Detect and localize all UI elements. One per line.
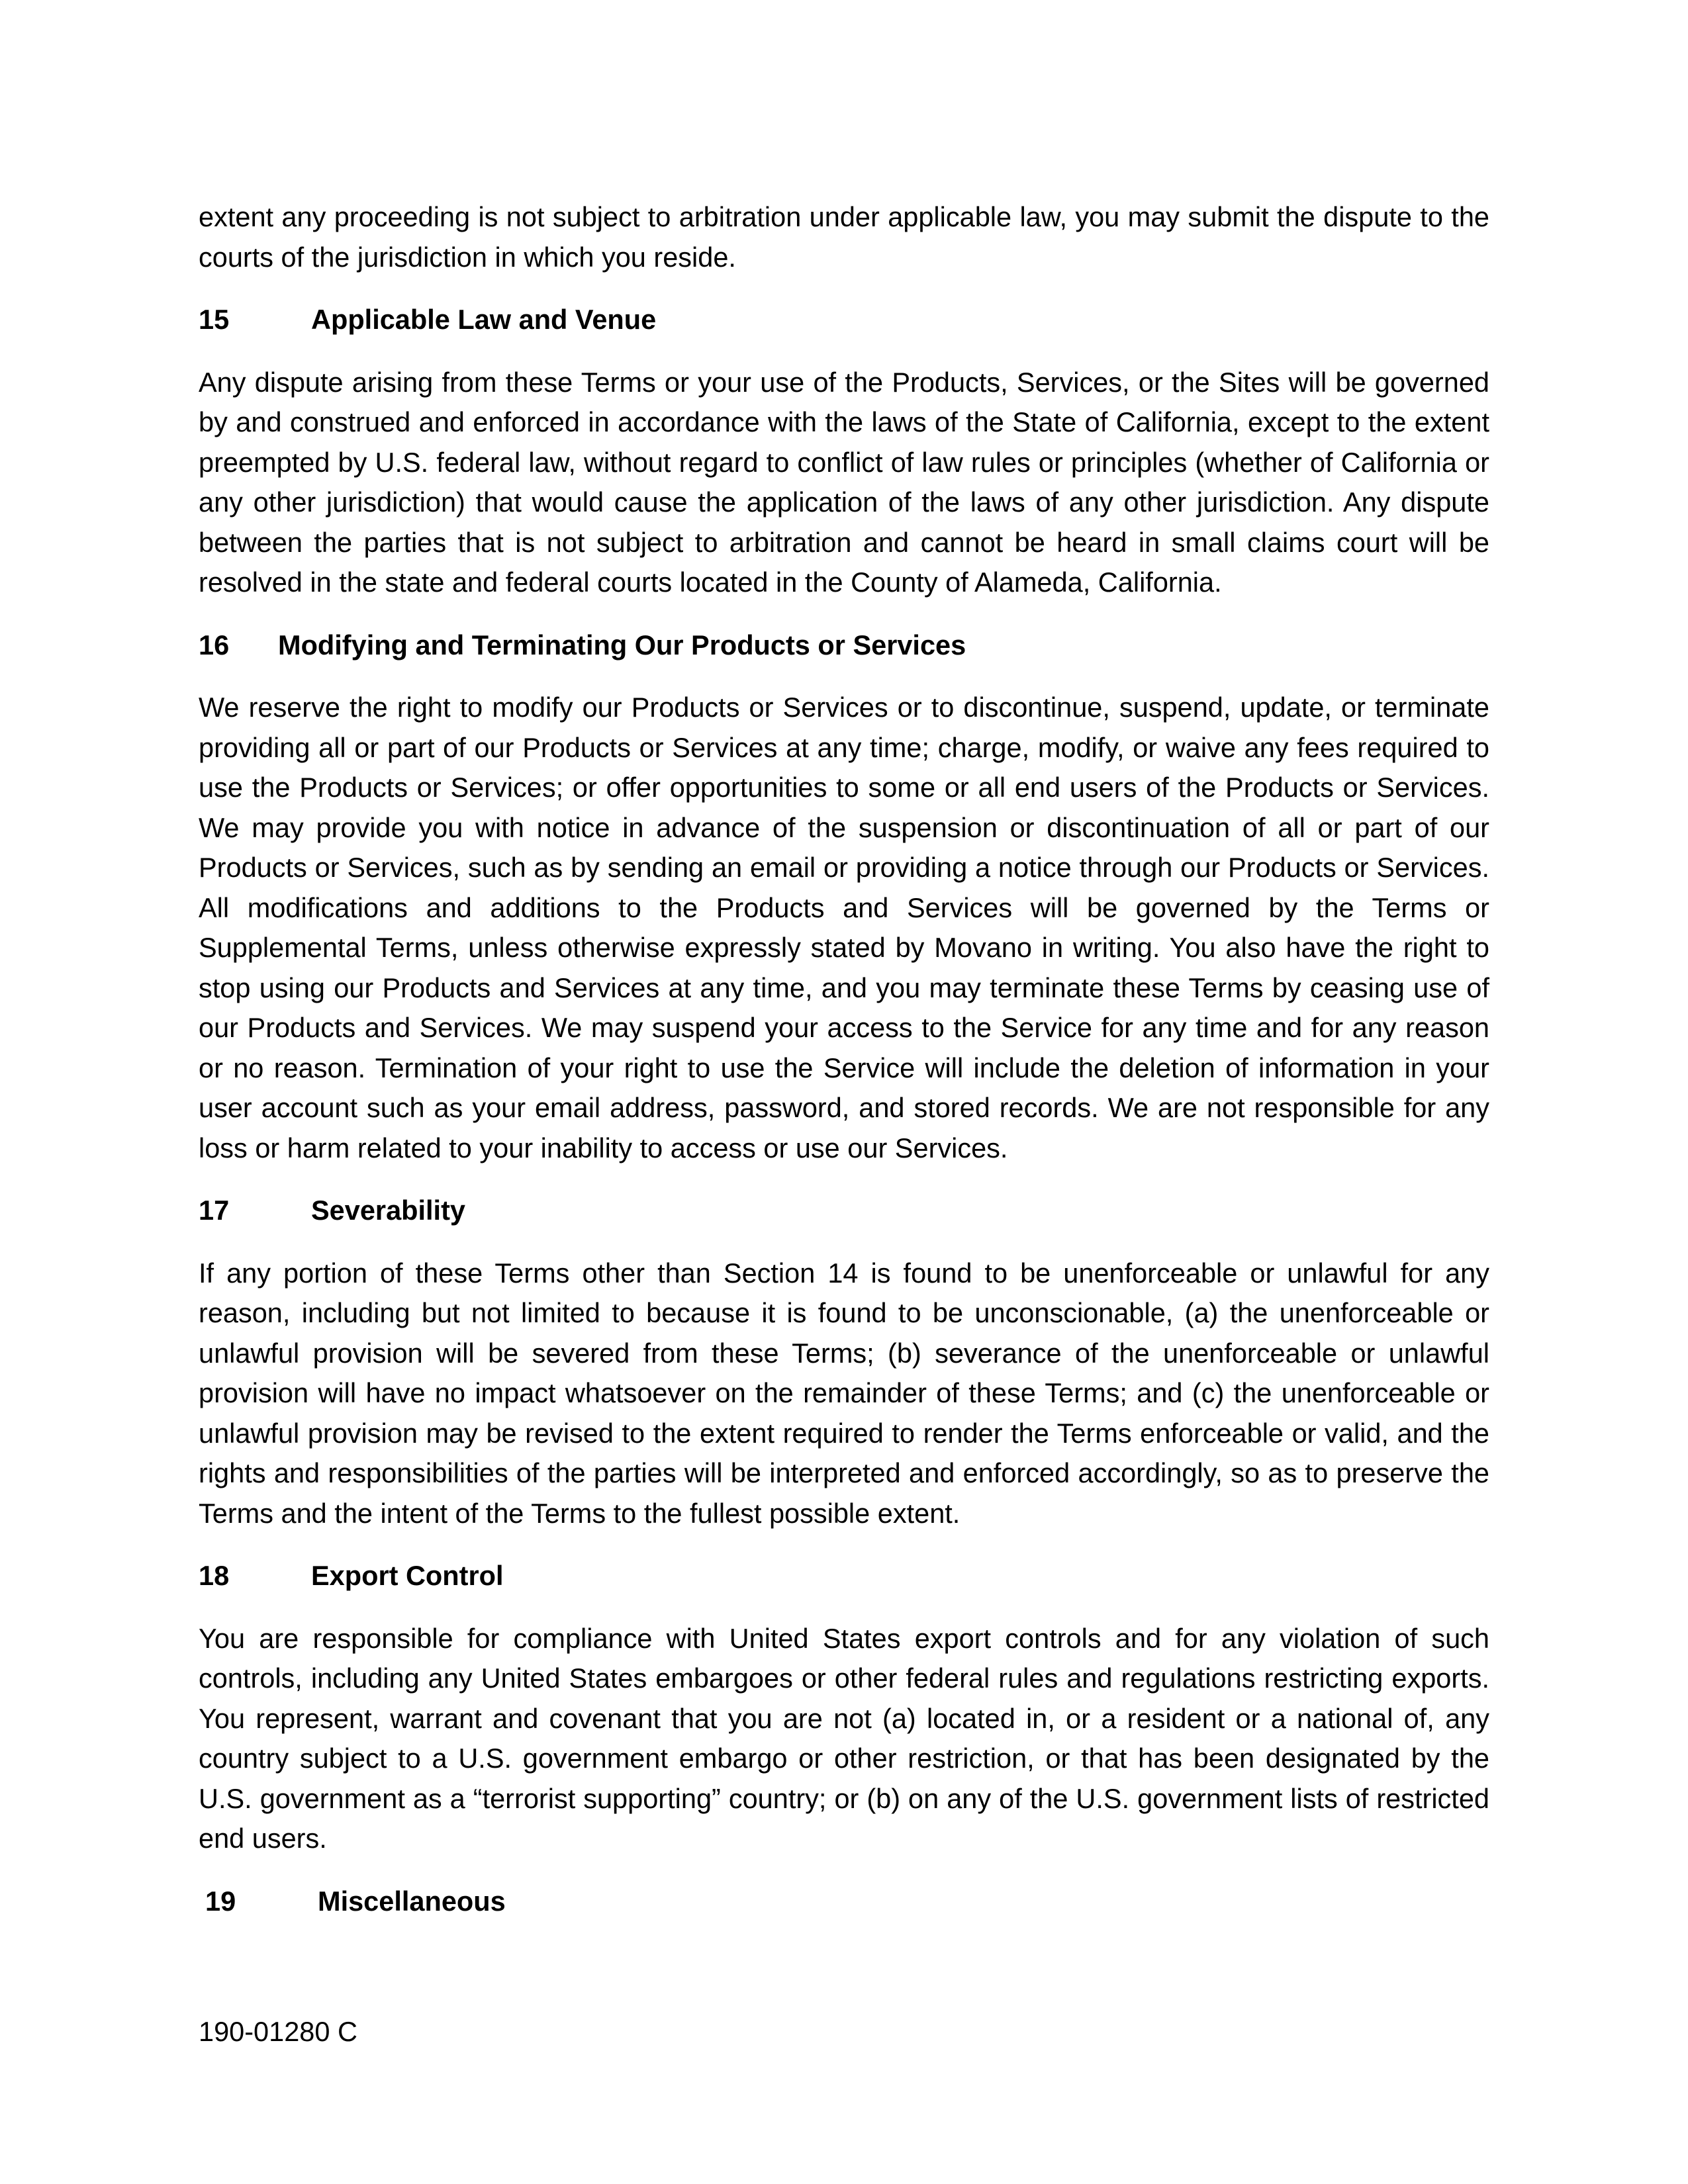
section-19-heading [199,1882,1489,1922]
section-18-body: You are responsible for compliance with United States export controls and for any violation of such controls, including any United States embargoes or other federal rules and regulations restricting exports. You represent, warrant and covenant that you are not (a) located in, or a resident or a national of, any country subject to a U.S. government embargo or other restriction, or that has been designated by the U.S. government as a “terrorist supporting” country; or (b) on any of the U.S. government lists of restricted end users. [199,1622,1489,1854]
section-17-body: If any portion of these Terms other than Section 14 is found to be unenforceable or unlawful for any reason, including but not limited to because it is found to be unconscionable, (a) the unenforceable or unlawful provision will be severed from these Terms; (b) severance of the unenforceable or unlawful provision will have no impact whatsoever on the remainder of these Terms; and (c) the unenforceable or unlawful provision may be revised to the extent required to render the Terms enforceable or valid, and the rights and responsibilities of the parties will be interpreted and enforced accordingly, so as to preserve the Terms and the intent of the Terms to the fullest possible extent. [199,1257,1489,1529]
section-18-heading [199,1556,1489,1596]
section-number: 17 [199,1195,230,1226]
section-title: Export Control [311,1560,504,1591]
section-title: Applicable Law and Venue [311,304,657,335]
section-15-heading [199,300,1489,340]
footer-document-code: 190-01280 C [199,2016,357,2047]
intro-paragraph: extent any proceeding is not subject to arbitration under applicable law, you may submit the dispute to the courts of the jurisdiction in which you reside. [199,201,1489,273]
section-title: Modifying and Terminating Our Products or Services [278,629,966,660]
section-17-heading [199,1191,1489,1231]
section-number: 18 [199,1560,230,1591]
section-16-body: We reserve the right to modify our Products or Services or to discontinue, suspend, update, or terminate providing all or part of our Products or Services at any time; charge, modify, or waive any fees required to use the Products or Services; or offer opportunities to some or all end users of the Products or Services. We may provide you with notice in advance of the suspension or discontinuation of all or part of our Products or Services, such as by sending an email or providing a notice through our Products or Services. All modifications and additions to the Products and Services will be governed by the Terms or Supplemental Terms, unless otherwise expressly stated by Movano in writing. You also have the right to stop using our Products and Services at any time, and you may terminate these Terms by ceasing use of our Products and Services. We may suspend your access to the Service for any time and for any reason or no reason. Termination of your right to use the Service will include the deletion of information in your user account such as your email address, password, and stored records. We are not responsible for any loss or harm related to your inability to access or use our Services. [199,692,1489,1163]
section-15-body: Any dispute arising from these Terms or your use of the Products, Services, or the Sites will be governed by and construed and enforced in accordance with the laws of the State of California, except to the extent preempted by U.S. federal law, without regard to conflict of law rules or principles (whether of California or any other jurisdiction) that would cause the application of the laws of any other jurisdiction. Any dispute between the parties that is not subject to arbitration and cannot be heard in small claims court will be resolved in the state and federal courts located in the County of Alameda, California. [199,366,1489,598]
section-number: 16 [199,629,230,660]
section-16-heading [199,625,1489,666]
document-page [199,197,1489,1944]
section-number: 19 [205,1885,236,1917]
section-title: Miscellaneous [318,1885,506,1917]
section-title: Severability [311,1195,465,1226]
section-number: 15 [199,304,230,335]
